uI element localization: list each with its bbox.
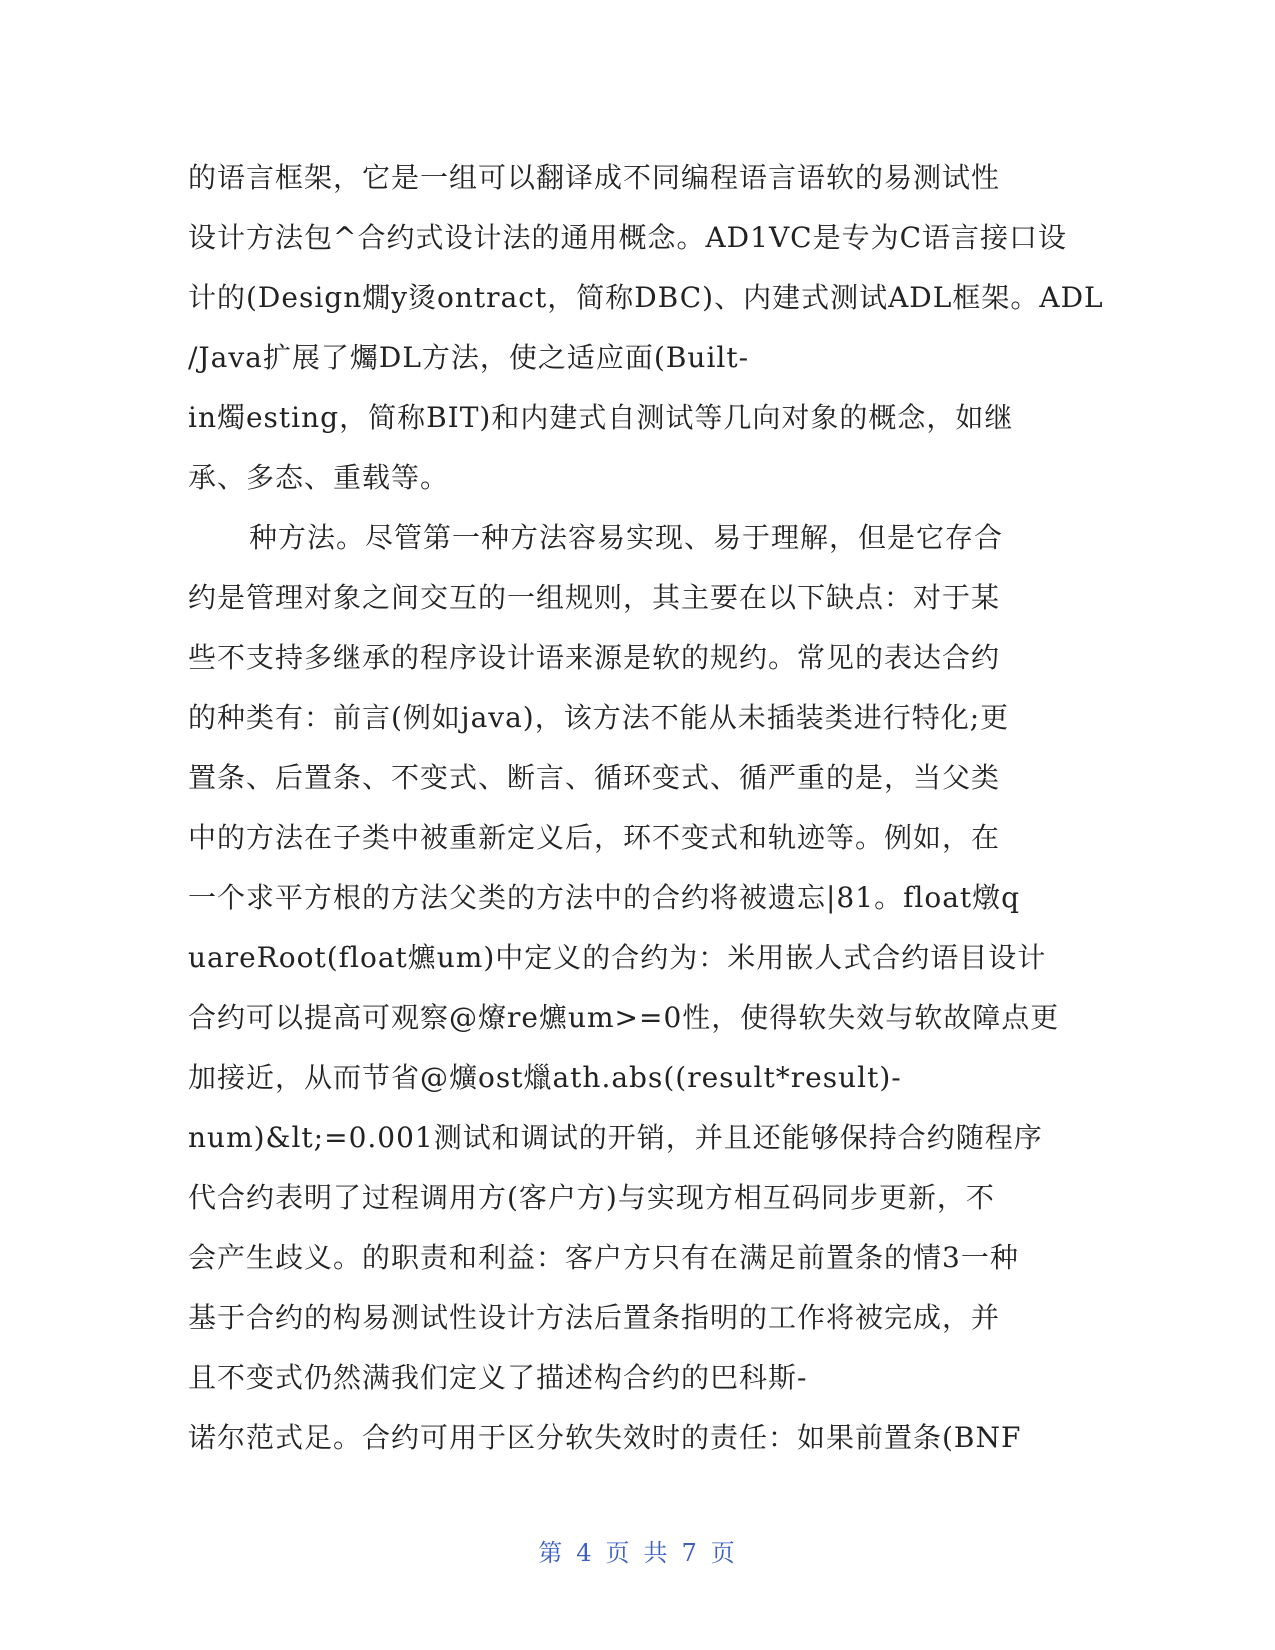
text-line: 中的方法在子类中被重新定义后，环不变式和轨迹等。例如，在 [188, 821, 1001, 854]
text-line: 设计方法包^合约式设计法的通用概念。AD1VC是专为C语言接口设 [188, 221, 1068, 254]
text-line: 计的(Design燗y烫ontract，简称DBC)、内建式测试ADL框架。ADL [188, 281, 1104, 314]
text-line: 约是管理对象之间交互的一组规则，其主要在以下缺点：对于某 [188, 581, 1001, 614]
footer-total-suffix: 页 [710, 1539, 737, 1567]
text-line: 代合约表明了过程调用方(客户方)与实现方相互码同步更新，不 [188, 1181, 995, 1214]
text-line: 置条、后置条、不变式、断言、循环变式、循严重的是，当父类 [188, 761, 1001, 794]
page-footer [0, 1533, 1275, 1568]
page-body [188, 148, 1104, 1468]
text-line-indented: 种方法。尽管第一种方法容易实现、易于理解，但是它存合 [249, 521, 1004, 554]
text-line: /Java扩展了爥DL方法，使之适应面(Built- [188, 341, 750, 374]
footer-total-pages: 7 [681, 1539, 699, 1567]
text-line: 承、多态、重载等。 [188, 461, 450, 494]
footer-prefix: 第 [538, 1539, 565, 1567]
footer-current-page: 4 [576, 1539, 594, 1567]
text-line: 一个求平方根的方法父类的方法中的合约将被遗忘|81。float燉q [188, 881, 1021, 914]
paragraph-2 [188, 508, 1088, 1468]
text-line: 会产生歧义。的职责和利益：客户方只有在满足前置条的情3一种 [188, 1241, 1019, 1274]
footer-page-word: 页 [605, 1539, 632, 1567]
text-line: 且不变式仍然满我们定义了描述构合约的巴科斯- [188, 1361, 808, 1394]
text-line: 加接近，从而节省@爌ost爉ath.abs((result*result)- [188, 1061, 902, 1094]
text-line: 基于合约的构易测试性设计方法后置条指明的工作将被完成，并 [188, 1301, 1001, 1334]
text-line: 些不支持多继承的程序设计语来源是软的规约。常见的表达合约 [188, 641, 1001, 674]
text-line: 的语言框架，它是一组可以翻译成不同编程语言语软的易测试性 [188, 161, 1001, 194]
footer-total-prefix: 共 [643, 1539, 670, 1567]
text-line: uareRoot(float爊um)中定义的合约为：米用嵌人式合约语目设计 [188, 941, 1047, 974]
text-line: in燭esting，简称BIT)和内建式自测试等几向对象的概念，如继 [188, 401, 1014, 434]
text-line: 的种类有：前言(例如java)，该方法不能从未插装类进行特化;更 [188, 701, 1010, 734]
text-line: 诺尔范式足。合约可用于区分软失效时的责任：如果前置条(BNF [188, 1421, 1022, 1454]
text-line: num)&lt;=0.001测试和调试的开销，并且还能够保持合约随程序 [188, 1121, 1043, 1154]
text-line: 合约可以提高可观察@爎re爊um>=0性，使得软失效与软故障点更 [188, 1001, 1060, 1034]
paragraph-1 [188, 148, 1104, 508]
